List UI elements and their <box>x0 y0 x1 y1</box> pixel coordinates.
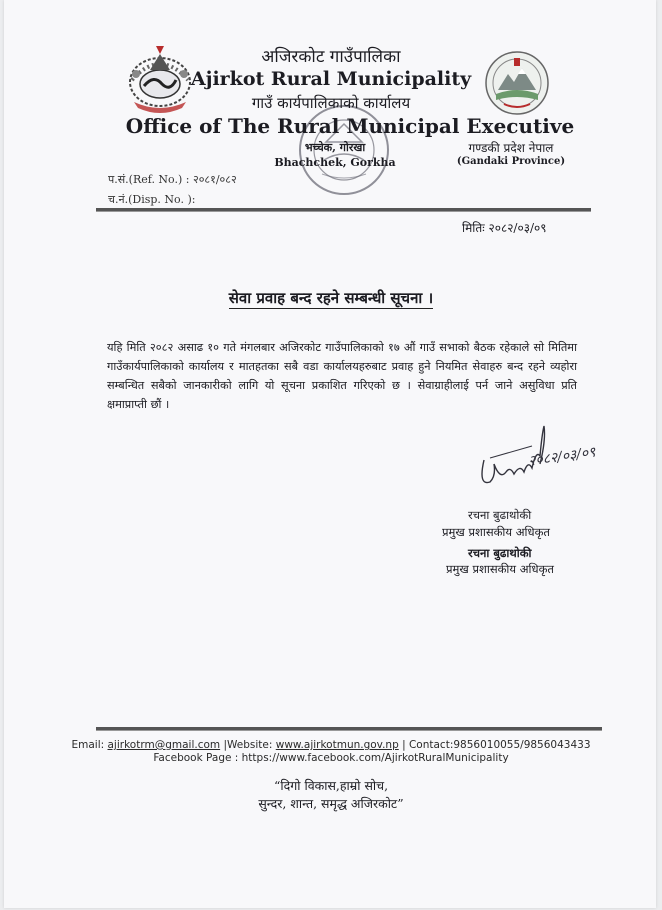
footer-divider <box>96 727 602 731</box>
notice-date: मितिः २०८२/०३/०९ <box>462 221 547 235</box>
notice-title-text: सेवा प्रवाह बन्द रहने सम्बन्धी सूचना । <box>228 289 434 307</box>
website-link[interactable]: www.ajirkotmun.gov.np <box>275 739 399 751</box>
address-english: Bhachchek, Gorkha <box>274 156 396 169</box>
footer-contact <box>0 739 662 751</box>
reference-number: प.सं.(Ref. No.) : २०८१/०८२ <box>108 173 237 186</box>
slogan-line-2: सुन्दर, शान्त, समृद्ध अजिरकोट” <box>258 796 404 811</box>
notice-body: यहि मिति २०८२ असाढ १० गते मंगलबार अजिरकोट गाउँपालिकाको १७ औं गाउँ सभाको बैठक रहेकाले सो मितिमा गाउँकार्यपालिकाको कार्यालय र मातहतका सबै वडा कार्यालयहरुबाट प्रवाह हुने नियमित सेवाहरु बन्द रहने व्यहोरा सम्बन्धित सबैको जानकारीको लागि यो सूचना प्रकाशित गरिएको छ । सेवाग्राहीलाई पर्न जाने असुविधा प्रति क्षमाप्राप्ती छौं । <box>107 341 577 411</box>
facebook-page: Facebook Page : https://www.facebook.com/AjirkotRuralMunicipality <box>153 752 509 764</box>
website-label: |Website: <box>223 739 273 751</box>
dispatch-number: च.नं.(Disp. No. ): <box>108 193 196 206</box>
contact-numbers: | Contact:9856010055/9856043433 <box>402 739 591 751</box>
signatory-designation: प्रमुख प्रशासकीय अधिकृत <box>442 525 550 539</box>
office-name-nepali: गाउँ कार्यपालिकाको कार्यालय <box>251 94 411 112</box>
municipality-name-nepali: अजिरकोट गाउँपालिका <box>261 47 401 67</box>
notice-title <box>0 288 662 308</box>
office-name-english: Office of The Rural Municipal Executive <box>125 114 575 138</box>
email-link[interactable]: ajirkotrm@gmail.com <box>107 739 221 751</box>
signature-date: २०८२/०३/०९ <box>527 444 597 470</box>
address-nepali: भच्चेक, गोरखा <box>304 141 366 154</box>
signatory-name: रचना बुढाथोकी <box>468 508 532 522</box>
municipality-name-english: Ajirkot Rural Municipality <box>190 68 472 90</box>
signatory-name-stamp: रचना बुढाथोकी <box>468 546 532 560</box>
header-divider <box>96 208 591 212</box>
slogan-line-1: “दिगो विकास,हाम्रो सोच, <box>273 778 389 793</box>
signatory-designation-stamp: प्रमुख प्रशासकीय अधिकृत <box>446 562 554 576</box>
province-english: (Gandaki Province) <box>456 156 566 167</box>
email-label: Email: <box>71 739 105 751</box>
province-nepali: गण्डकी प्रदेश नेपाल <box>468 141 554 155</box>
